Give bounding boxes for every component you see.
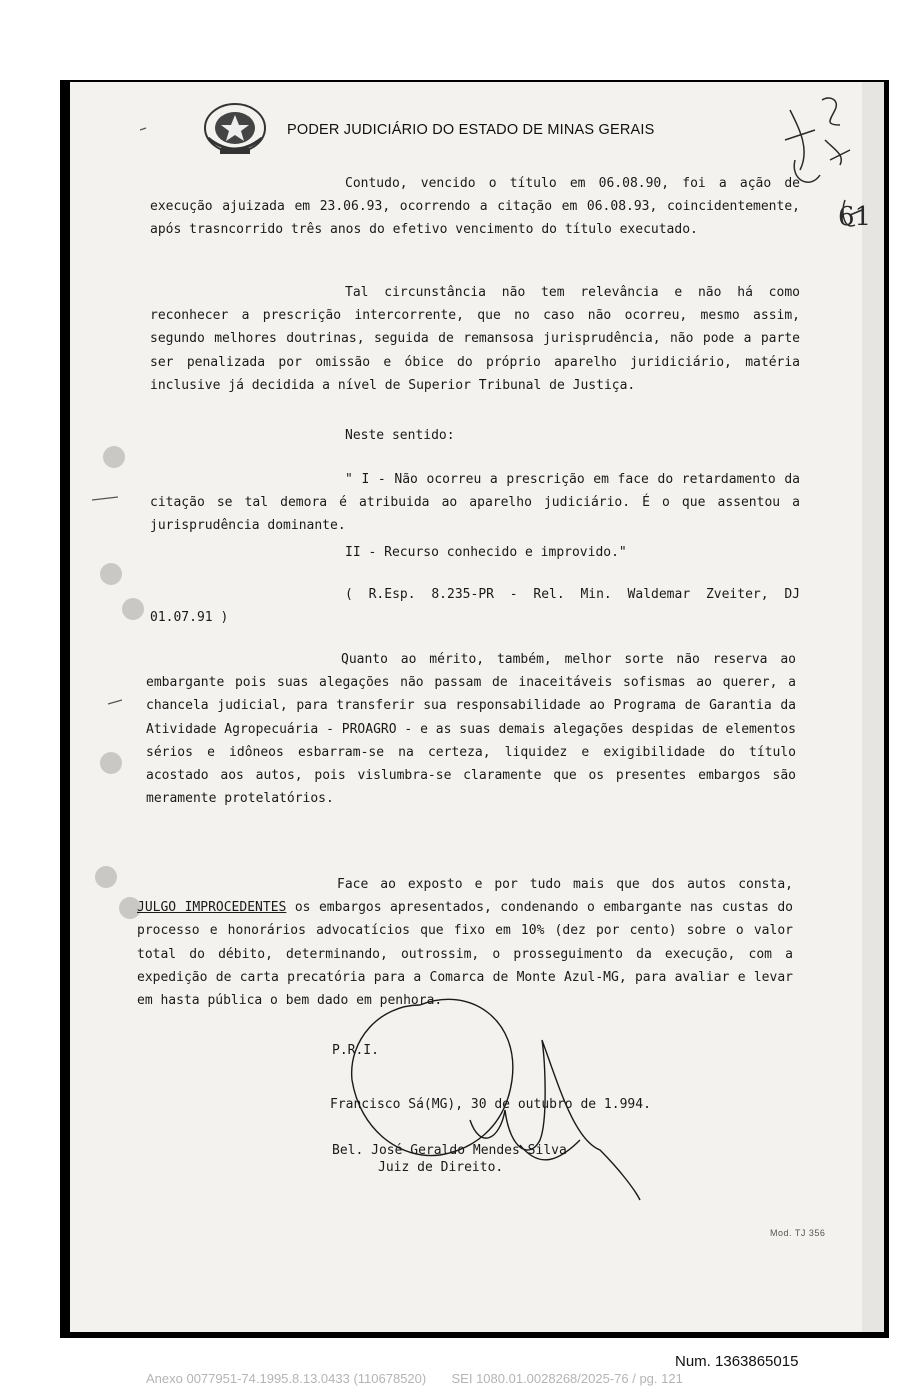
paragraph-5-end: os embargos apresentados, condenando o embargante nas custas do processo e honorários advocatícios que fixo em 10% (dez por cento) sobre o valor total do débito, determinando, outrossim, o prosseguimento da execução, com a expedição de carta precatória para a Comarca de Monte Azul-MG, para avaliar e levar em hasta pública o bem dado em penhora. <box>137 900 794 1009</box>
paragraph-1: Contudo, vencido o título em 06.08.90, foi a ação de execução ajuizada em 23.06.93, ocorrendo a citação em 06.08.93, coincidentemente, após trasncorrido três anos do efetivo vencimento do título executado. <box>150 176 800 238</box>
quote-part-1: " I - Não ocorreu a prescrição em face do retardamento da citação se tal demora é atribuida ao aparelho judiciário. É o que assentou a jurisprudência dominante. <box>150 472 800 534</box>
punch-hole <box>95 866 117 888</box>
state-coat-of-arms-icon <box>200 98 270 158</box>
citation: ( R.Esp. 8.235-PR - Rel. Min. Waldemar Zveiter, DJ 01.07.91 ) <box>150 587 800 626</box>
punch-hole <box>103 446 125 468</box>
page-number-handwritten: 61 <box>838 202 872 232</box>
document-number: Num. 1363865015 <box>675 1353 799 1370</box>
judge-title: Juiz de Direito. <box>378 1160 504 1175</box>
paragraph-5 <box>137 873 793 1012</box>
judge-name: Bel. José Geraldo Mendes Silva <box>332 1143 567 1158</box>
annex-text: Anexo 0077951-74.1995.8.13.0433 (110678520) SEI 1080.01.0028268/2025-76 / pg. 121 <box>146 1371 683 1386</box>
punch-hole <box>100 563 122 585</box>
annex-footer <box>146 1371 683 1386</box>
punch-hole <box>122 598 144 620</box>
paragraph-2: Tal circunstância não tem relevância e não há como reconhecer a prescrição intercorrente, que no caso não ocorreu, mesmo assim, segundo melhores doutrinas, seguida de remansosa jurisprudência, não pode a parte ser penalizada por omissão e óbice do próprio aparelho juridiciário, matéria inclusive já decidida a nível de Superior Tribunal de Justiça. <box>150 285 800 393</box>
paragraph-3: Neste sentido: <box>345 428 455 443</box>
paragraph-5-start: Face ao exposto e por tudo mais que dos autos consta, <box>337 877 793 892</box>
verdict-text: JULGO IMPROCEDENTES <box>137 900 287 916</box>
form-code: Mod. TJ 356 <box>770 1228 826 1238</box>
paragraph-4: Quanto ao mérito, também, melhor sorte não reserva ao embargante pois suas alegações não passam de inaceitáveis sofismas ao querer, a chancela judicial, para transferir sua responsabilidade ao Programa de Garantia da Atividade Agropecuária - PROAGRO - e as suas demais alegações despidas de elementos sérios e idôneos esbarram-se na certeza, liquidez e exigibilidade do título acostado aos autos, pois vislumbra-se claramente que os presentes embargos são meramente protelatórios. <box>146 652 796 807</box>
quote-part-2: II - Recurso conhecido e improvido." <box>345 545 627 560</box>
page-edge-strip <box>862 82 884 1332</box>
punch-hole <box>100 752 122 774</box>
publication-mark: P.R.I. <box>332 1043 379 1058</box>
date-line: Francisco Sá(MG), 30 de outubro de 1.994. <box>330 1097 651 1112</box>
court-header: PODER JUDICIÁRIO DO ESTADO DE MINAS GERAIS <box>287 122 655 138</box>
